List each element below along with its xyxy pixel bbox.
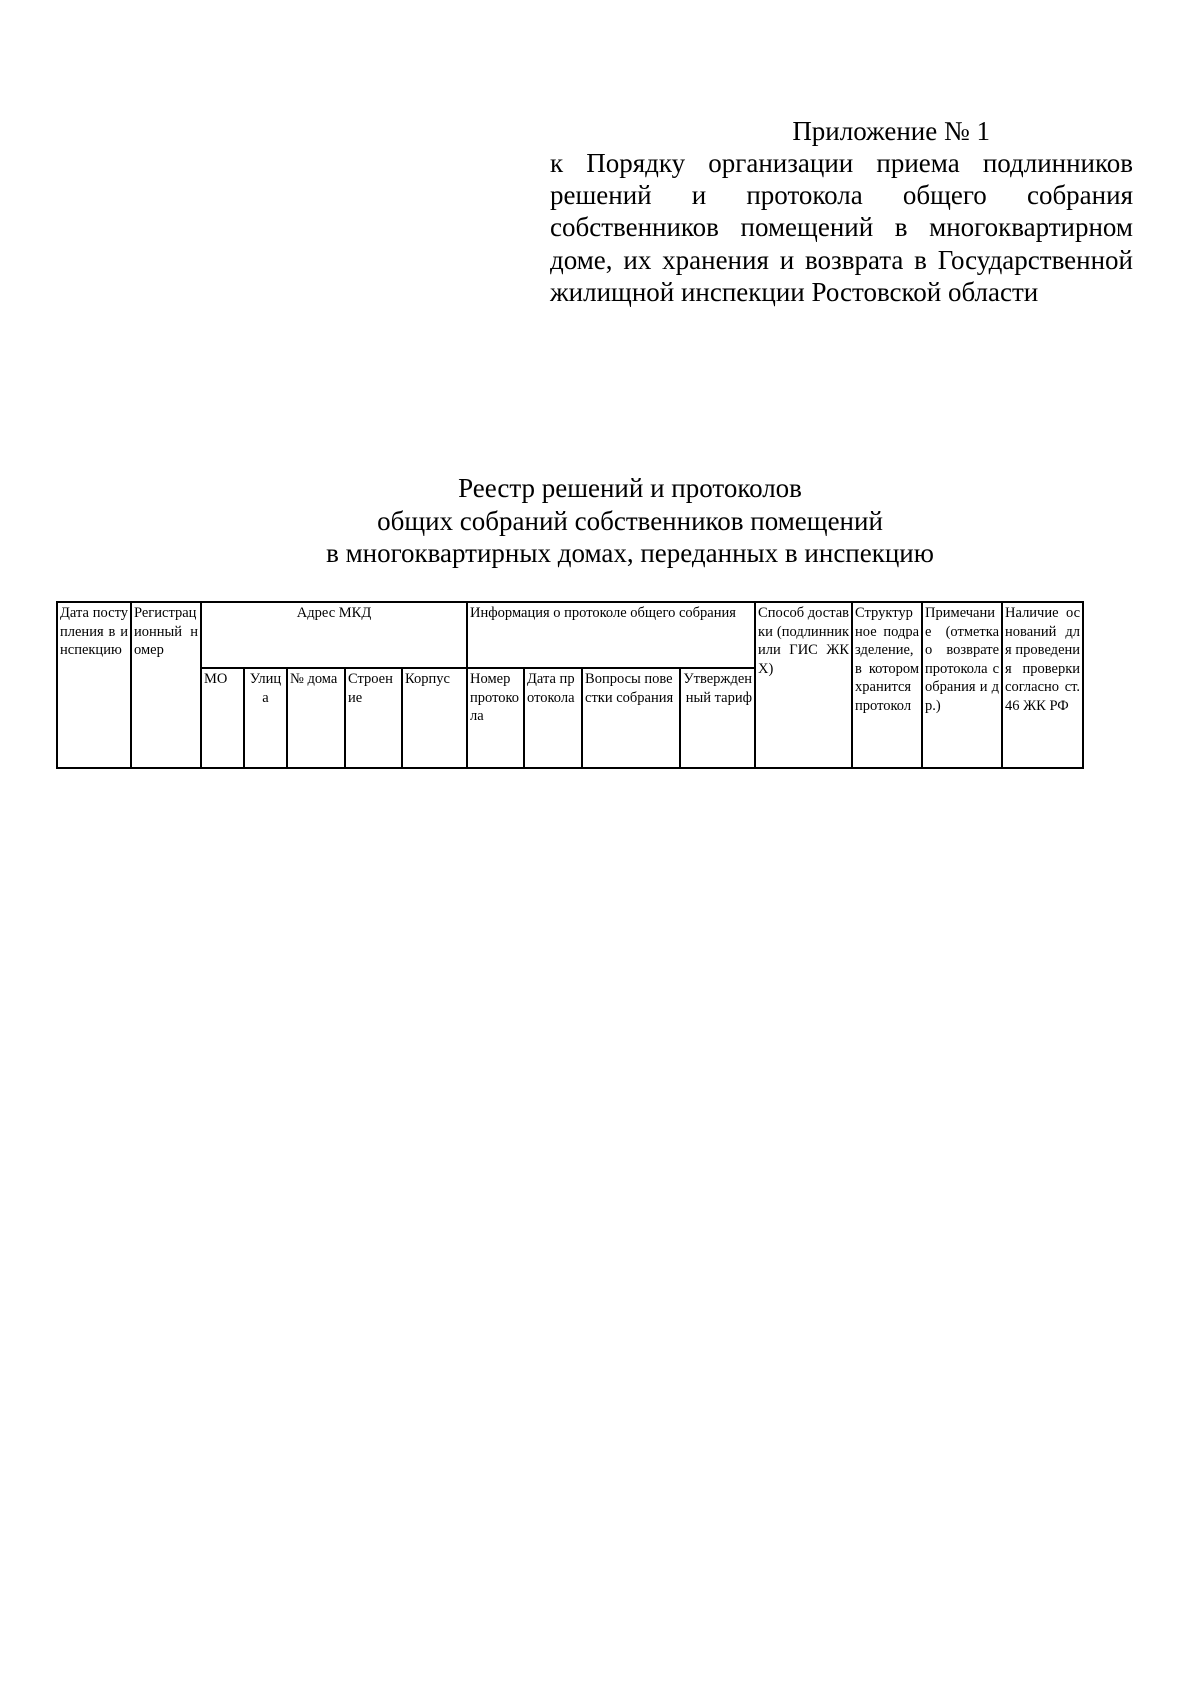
appendix-header bbox=[550, 115, 1133, 308]
col-protocol-date: Дата протокола bbox=[524, 668, 582, 768]
col-group-protocol: Информация о протоколе общего собрания bbox=[467, 602, 755, 668]
col-tariff: Утвержденный тариф bbox=[680, 668, 755, 768]
col-delivery: Способ доставки (подлинник или ГИС ЖКХ) bbox=[755, 602, 852, 768]
col-reg-number: Регистрационный номер bbox=[131, 602, 201, 768]
registry-title-line: общих собраний собственников помещений bbox=[377, 505, 883, 536]
registry-table bbox=[56, 601, 1084, 769]
registry-title-line: Реестр решений и протоколов bbox=[458, 473, 802, 503]
registry-title bbox=[0, 472, 1200, 570]
col-group-address: Адрес МКД bbox=[201, 602, 467, 668]
registry-title-line: в многоквартирных домах, переданных в инспекцию bbox=[326, 538, 934, 568]
col-protocol-number: Номер протокола bbox=[467, 668, 524, 768]
col-division: Структурное подразделение, в котором хранится протокол bbox=[852, 602, 922, 768]
col-date-received: Дата поступления в инспекцию bbox=[57, 602, 131, 768]
col-street: Улица bbox=[244, 668, 287, 768]
col-note: Примечание (отметка о возврате протокола собрания и др.) bbox=[922, 602, 1002, 768]
col-korpus: Корпус bbox=[402, 668, 467, 768]
col-mo: МО bbox=[201, 668, 244, 768]
col-grounds: Наличие оснований для проведения проверки согласно ст. 46 ЖК РФ bbox=[1002, 602, 1083, 768]
col-building: Строение bbox=[345, 668, 402, 768]
appendix-text: к Порядку организации приема подлинников решений и протокола общего собрания собственников помещений в многоквартирном доме, их хранения и возврата в Государственной жилищной инспекции Ростовской области bbox=[550, 148, 1133, 307]
col-agenda: Вопросы повестки собрания bbox=[582, 668, 680, 768]
appendix-title: Приложение № 1 bbox=[792, 116, 990, 146]
col-house-number: № дома bbox=[287, 668, 345, 768]
